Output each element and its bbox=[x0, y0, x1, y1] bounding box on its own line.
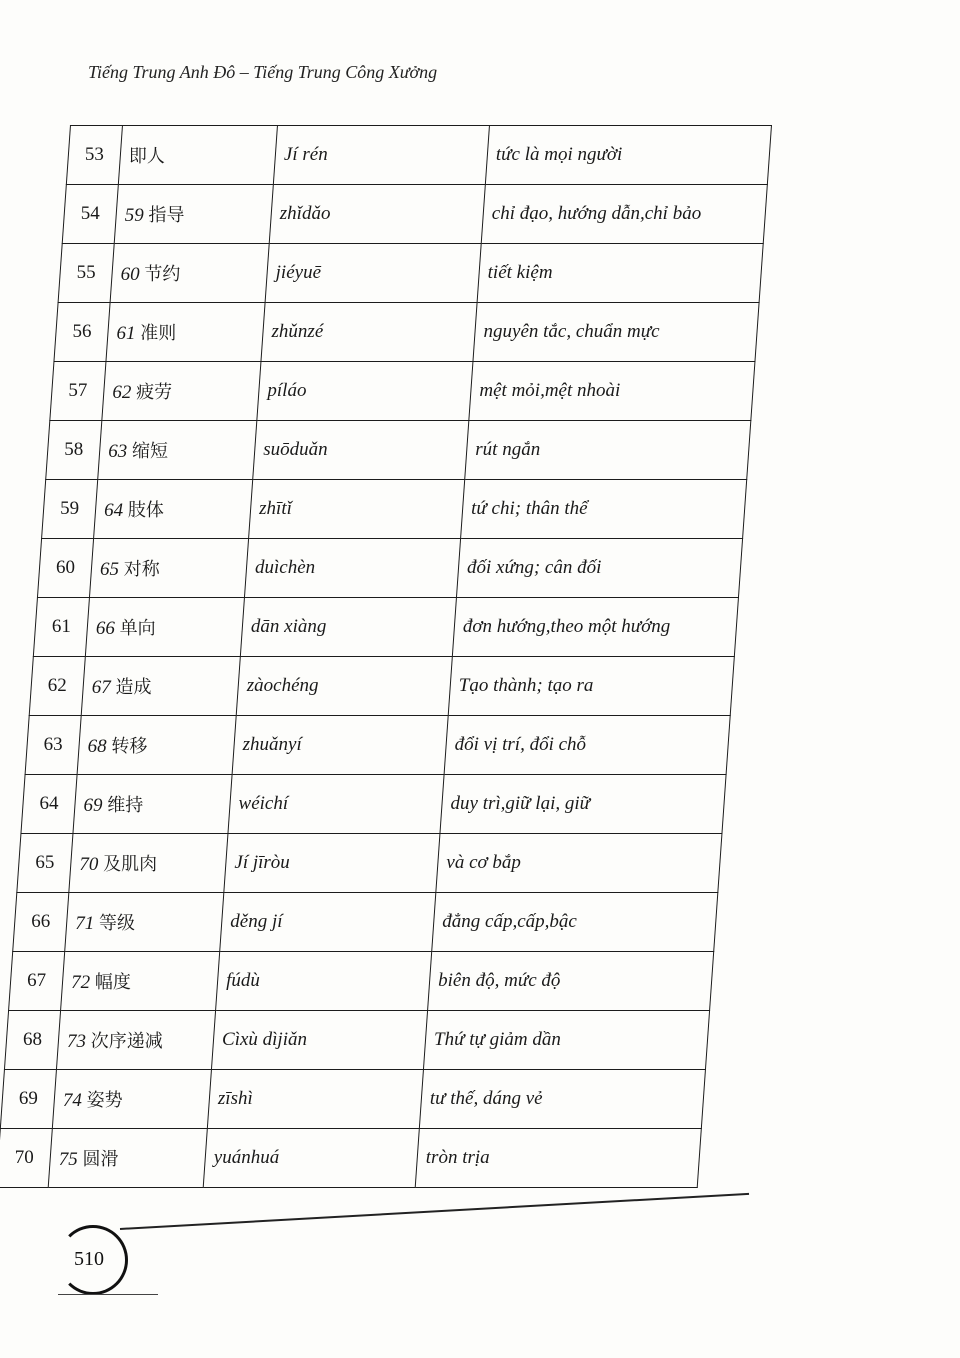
row-number bbox=[62, 185, 118, 244]
row-number bbox=[58, 244, 114, 303]
word-index: 67 bbox=[92, 677, 112, 698]
chinese-word bbox=[59, 1145, 119, 1171]
hanzi-text: 疲劳 bbox=[136, 382, 173, 403]
table-row bbox=[0, 1129, 701, 1188]
meaning-cell bbox=[424, 1011, 710, 1070]
chinese-word-cell bbox=[94, 480, 253, 539]
chinese-word-cell bbox=[73, 775, 232, 834]
pinyin-cell bbox=[269, 185, 485, 244]
table-row bbox=[25, 716, 730, 775]
chinese-word-cell bbox=[53, 1070, 212, 1129]
row-number-text: 55 bbox=[76, 262, 96, 283]
word-index: 70 bbox=[79, 854, 99, 875]
chinese-word bbox=[96, 614, 156, 640]
row-number bbox=[66, 126, 122, 185]
chinese-word-cell bbox=[114, 185, 273, 244]
meaning-text: đẳng cấp,cấp,bậc bbox=[442, 911, 577, 932]
meaning-text: đối xứng; cân đối bbox=[467, 557, 602, 578]
hanzi-text: 维持 bbox=[107, 795, 144, 816]
pinyin-text: zhǔnzé bbox=[271, 321, 324, 342]
pinyin-text: zhǐdǎo bbox=[279, 203, 331, 224]
pinyin-text: Jí rén bbox=[283, 144, 328, 165]
pinyin-text: zīshì bbox=[217, 1088, 253, 1109]
pinyin-cell bbox=[240, 598, 456, 657]
pinyin-text: suōduǎn bbox=[263, 439, 328, 460]
row-number-text: 66 bbox=[31, 911, 51, 932]
chinese-word bbox=[100, 555, 160, 581]
hanzi-text: 等级 bbox=[99, 913, 136, 934]
chinese-word-cell bbox=[77, 716, 236, 775]
row-number-text: 53 bbox=[85, 144, 105, 165]
row-number-text: 59 bbox=[60, 498, 80, 519]
row-number bbox=[9, 952, 65, 1011]
row-number-text: 64 bbox=[39, 793, 59, 814]
hanzi-text: 对称 bbox=[124, 559, 161, 580]
row-number-text: 69 bbox=[19, 1088, 39, 1109]
meaning-cell bbox=[419, 1070, 705, 1129]
row-number-text: 56 bbox=[72, 321, 92, 342]
vocabulary-table bbox=[0, 125, 772, 1188]
row-number-text: 63 bbox=[43, 734, 63, 755]
pinyin-text: děng jí bbox=[230, 911, 283, 932]
pinyin-cell bbox=[224, 834, 440, 893]
chinese-word bbox=[125, 201, 185, 227]
hanzi-text: 准则 bbox=[140, 323, 177, 344]
page-number: 510 bbox=[74, 1248, 104, 1270]
chinese-word-cell bbox=[69, 834, 228, 893]
chinese-word-cell bbox=[81, 657, 240, 716]
meaning-cell bbox=[465, 421, 751, 480]
chinese-word-cell bbox=[90, 539, 249, 598]
word-index: 74 bbox=[63, 1090, 83, 1111]
pinyin-text: fúdù bbox=[226, 970, 260, 991]
chinese-word-cell bbox=[48, 1129, 207, 1188]
chinese-word-cell bbox=[119, 126, 278, 185]
chinese-word bbox=[113, 378, 173, 404]
table-row bbox=[58, 244, 763, 303]
footer-rule bbox=[120, 1193, 749, 1230]
word-index: 61 bbox=[116, 323, 136, 344]
meaning-text: mệt mỏi,mệt nhoài bbox=[479, 380, 621, 401]
meaning-text: chỉ đạo, hướng dẫn,chỉ bảo bbox=[491, 203, 702, 224]
hanzi-text: 圆滑 bbox=[82, 1149, 119, 1170]
row-number-text: 70 bbox=[14, 1147, 34, 1168]
chinese-word bbox=[67, 1027, 163, 1053]
word-index: 71 bbox=[75, 913, 95, 934]
meaning-cell bbox=[436, 834, 722, 893]
row-number bbox=[21, 775, 77, 834]
meaning-text: nguyên tắc, chuẩn mực bbox=[483, 321, 660, 342]
chinese-word bbox=[71, 968, 131, 994]
pinyin-text: píláo bbox=[267, 380, 307, 401]
pinyin-cell bbox=[211, 1011, 427, 1070]
row-number-text: 57 bbox=[68, 380, 88, 401]
table-row bbox=[13, 893, 718, 952]
pinyin-text: zàochéng bbox=[246, 675, 319, 696]
row-number bbox=[13, 893, 69, 952]
chinese-word bbox=[80, 850, 158, 876]
row-number bbox=[50, 362, 106, 421]
table-row bbox=[9, 952, 714, 1011]
word-index: 63 bbox=[108, 441, 128, 462]
table-row bbox=[46, 421, 751, 480]
table-row bbox=[17, 834, 722, 893]
word-index: 66 bbox=[96, 618, 116, 639]
meaning-text: rút ngắn bbox=[475, 439, 541, 460]
table-row bbox=[21, 775, 726, 834]
chinese-word-cell bbox=[61, 952, 220, 1011]
table-row bbox=[62, 185, 767, 244]
word-index: 62 bbox=[112, 382, 132, 403]
meaning-cell bbox=[428, 952, 714, 1011]
row-number bbox=[4, 1011, 60, 1070]
word-index: 75 bbox=[59, 1149, 79, 1170]
meaning-cell bbox=[452, 598, 738, 657]
row-number bbox=[25, 716, 81, 775]
meaning-cell bbox=[477, 244, 763, 303]
pinyin-cell bbox=[257, 362, 473, 421]
hanzi-text: 缩短 bbox=[132, 441, 169, 462]
row-number-text: 58 bbox=[64, 439, 84, 460]
chinese-word-cell bbox=[57, 1011, 216, 1070]
chinese-word bbox=[117, 319, 177, 345]
hanzi-text: 即人 bbox=[129, 146, 166, 167]
word-index: 73 bbox=[67, 1031, 87, 1052]
row-number bbox=[17, 834, 73, 893]
row-number-text: 61 bbox=[52, 616, 72, 637]
meaning-text: đơn hướng,theo một hướng bbox=[463, 616, 671, 637]
pinyin-text: yuánhuá bbox=[213, 1147, 280, 1168]
chinese-word-cell bbox=[106, 303, 265, 362]
meaning-cell bbox=[440, 775, 726, 834]
row-number bbox=[29, 657, 85, 716]
table-row bbox=[37, 539, 742, 598]
row-number-text: 68 bbox=[23, 1029, 43, 1050]
chinese-word bbox=[84, 791, 144, 817]
hanzi-text: 造成 bbox=[115, 677, 152, 698]
row-number bbox=[0, 1070, 56, 1129]
pinyin-cell bbox=[220, 893, 436, 952]
row-number-text: 67 bbox=[27, 970, 47, 991]
meaning-cell bbox=[485, 126, 771, 185]
pinyin-text: Jí jīròu bbox=[234, 852, 290, 873]
page-header: Tiếng Trung Anh Đô – Tiếng Trung Công Xưởng bbox=[88, 62, 438, 82]
word-index: 59 bbox=[125, 205, 145, 226]
pinyin-cell bbox=[261, 303, 477, 362]
table-row bbox=[50, 362, 755, 421]
pinyin-cell bbox=[232, 716, 448, 775]
pinyin-text: jiéyuē bbox=[275, 262, 322, 283]
row-number bbox=[46, 421, 102, 480]
table-row bbox=[66, 126, 771, 185]
pinyin-cell bbox=[249, 480, 465, 539]
pinyin-text: dān xiàng bbox=[250, 616, 327, 637]
chinese-word bbox=[104, 496, 164, 522]
pinyin-text: wéichí bbox=[238, 793, 289, 814]
pinyin-cell bbox=[273, 126, 489, 185]
pinyin-cell bbox=[253, 421, 469, 480]
chinese-word bbox=[92, 673, 152, 699]
meaning-text: đổi vị trí, đổi chỗ bbox=[454, 734, 587, 755]
meaning-cell bbox=[461, 480, 747, 539]
pinyin-cell bbox=[265, 244, 481, 303]
row-number-text: 65 bbox=[35, 852, 55, 873]
meaning-text: duy trì,giữ lại, giữ bbox=[450, 793, 591, 814]
pinyin-text: duìchèn bbox=[255, 557, 316, 578]
chinese-word-cell bbox=[86, 598, 245, 657]
meaning-cell bbox=[444, 716, 730, 775]
meaning-cell bbox=[457, 539, 743, 598]
row-number bbox=[0, 1129, 53, 1188]
chinese-word bbox=[121, 260, 181, 286]
meaning-text: tròn trịa bbox=[425, 1147, 490, 1168]
row-number-text: 54 bbox=[80, 203, 100, 224]
meaning-cell bbox=[448, 657, 734, 716]
hanzi-text: 转移 bbox=[111, 736, 148, 757]
hanzi-text: 次序递减 bbox=[91, 1031, 164, 1052]
meaning-cell bbox=[432, 893, 718, 952]
pinyin-cell bbox=[203, 1129, 419, 1188]
chinese-word-cell bbox=[65, 893, 224, 952]
hanzi-text: 幅度 bbox=[95, 972, 132, 993]
word-index: 69 bbox=[83, 795, 103, 816]
word-index: 68 bbox=[87, 736, 107, 757]
pinyin-cell bbox=[244, 539, 460, 598]
meaning-cell bbox=[481, 185, 767, 244]
hanzi-text: 单向 bbox=[119, 618, 156, 639]
meaning-text: Tạo thành; tạo ra bbox=[458, 675, 594, 696]
chinese-word bbox=[76, 909, 136, 935]
chinese-word bbox=[129, 142, 165, 168]
meaning-text: tứ chi; thân thể bbox=[471, 498, 588, 519]
meaning-cell bbox=[473, 303, 759, 362]
chinese-word bbox=[88, 732, 148, 758]
table-row bbox=[4, 1011, 709, 1070]
meaning-cell bbox=[415, 1129, 701, 1188]
table-row bbox=[29, 657, 734, 716]
hanzi-text: 节约 bbox=[144, 264, 181, 285]
pinyin-cell bbox=[236, 657, 452, 716]
word-index: 64 bbox=[104, 500, 124, 521]
word-index: 65 bbox=[100, 559, 120, 580]
word-index: 72 bbox=[71, 972, 91, 993]
row-number bbox=[37, 539, 93, 598]
footer-underline bbox=[58, 1294, 158, 1295]
row-number-text: 62 bbox=[47, 675, 67, 696]
meaning-text: biên độ, mức độ bbox=[438, 970, 561, 991]
chinese-word-cell bbox=[98, 421, 257, 480]
chinese-word-cell bbox=[110, 244, 269, 303]
hanzi-text: 肢体 bbox=[128, 500, 165, 521]
meaning-text: tư thế, dáng vẻ bbox=[430, 1088, 543, 1109]
pinyin-cell bbox=[207, 1070, 423, 1129]
vocabulary-table-body bbox=[0, 126, 771, 1188]
hanzi-text: 及肌肉 bbox=[103, 854, 158, 875]
chinese-word bbox=[63, 1086, 123, 1112]
pinyin-text: zhuǎnyí bbox=[242, 734, 302, 755]
table-row bbox=[0, 1070, 705, 1129]
word-index: 60 bbox=[120, 264, 140, 285]
row-number bbox=[33, 598, 89, 657]
meaning-cell bbox=[469, 362, 755, 421]
pinyin-cell bbox=[228, 775, 444, 834]
row-number bbox=[54, 303, 110, 362]
table-row bbox=[54, 303, 759, 362]
meaning-text: và cơ bắp bbox=[446, 852, 522, 873]
hanzi-text: 姿势 bbox=[86, 1090, 123, 1111]
meaning-text: tiết kiệm bbox=[487, 262, 553, 283]
pinyin-cell bbox=[216, 952, 432, 1011]
pinyin-text: zhītǐ bbox=[259, 498, 292, 519]
row-number-text: 60 bbox=[56, 557, 76, 578]
meaning-text: tức là mọi người bbox=[496, 144, 623, 165]
pinyin-text: Cìxù dìjiǎn bbox=[222, 1029, 308, 1050]
row-number bbox=[42, 480, 98, 539]
chinese-word bbox=[109, 437, 169, 463]
table-row bbox=[33, 598, 738, 657]
meaning-text: Thứ tự giảm dần bbox=[434, 1029, 562, 1050]
hanzi-text: 指导 bbox=[148, 205, 185, 226]
table-row bbox=[42, 480, 747, 539]
chinese-word-cell bbox=[102, 362, 261, 421]
